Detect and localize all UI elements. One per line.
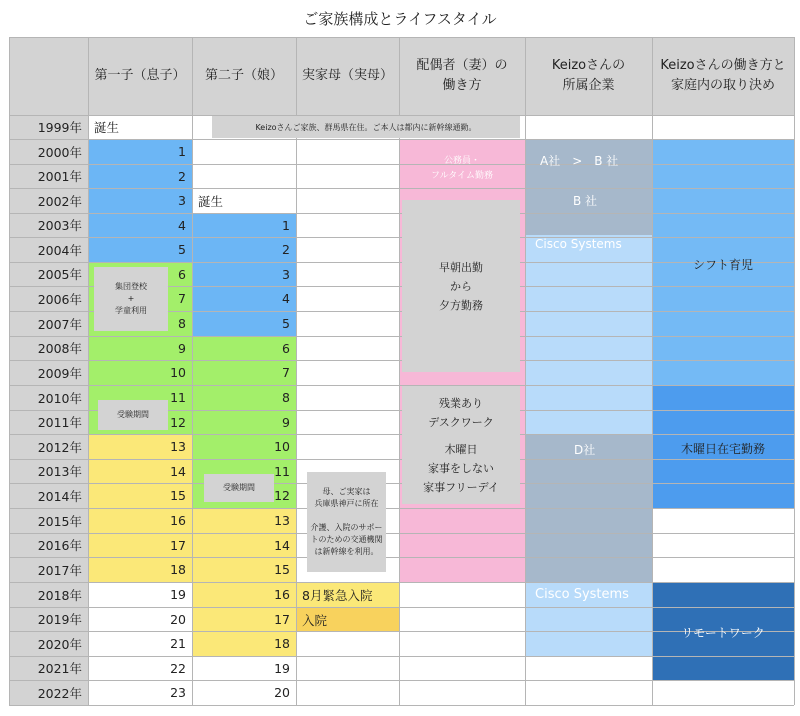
daughter-age-cell: 6 [282, 340, 290, 356]
daughter-birth: 誕生 [198, 193, 224, 209]
spouse-early-shift [402, 200, 520, 372]
grid-vline [794, 37, 795, 705]
grid-vline [652, 37, 653, 705]
spouse-fulltime [399, 150, 525, 188]
header-style [652, 37, 794, 115]
son-age-cell: 9 [178, 340, 186, 356]
year-cell: 2005年 [9, 262, 88, 286]
company-a-to-b: A社 > B 社 [540, 154, 619, 168]
header-spouse-line1: 配偶者（妻）の [416, 58, 508, 73]
header-mother-label: 実家母（実母） [301, 68, 393, 83]
family-note: Keizoさんご家族、群馬県在住。ご本人は都内に新幹線通勤。 [212, 116, 520, 138]
year-cell: 2019年 [9, 607, 88, 631]
daughter-age-cell: 16 [274, 587, 290, 602]
year-cell: 2020年 [9, 631, 88, 656]
grid-vline [525, 37, 526, 705]
company-cisco: Cisco Systems [535, 237, 622, 251]
son-age-cell: 16 [170, 513, 186, 528]
son-age-cell: 10 [170, 365, 186, 380]
spouse-thursday-line1: 木曜日 [444, 442, 478, 456]
daughter-exam-note: 受験期間 [204, 474, 274, 502]
year-cell: 2012年 [9, 434, 88, 459]
son-age-cell: 22 [170, 660, 186, 676]
son-age-cell: 19 [170, 587, 186, 602]
grid-hline [9, 705, 794, 706]
header-style-line2: 家庭内の取り決め [670, 78, 775, 93]
daughter-age-cell: 19 [274, 660, 290, 676]
spouse-early-line2: から [450, 279, 472, 293]
company-d: D社 [574, 443, 596, 457]
son-age-cell: 2 [178, 168, 186, 184]
daughter-age-cell: 9 [282, 414, 290, 430]
daughter-age-cell: 15 [274, 562, 290, 577]
year-cell: 2001年 [9, 164, 88, 188]
daughter-age-cell: 17 [274, 611, 290, 627]
son-age-cell: 4 [178, 217, 186, 233]
son-commute-line2: + [127, 294, 135, 303]
year-cell: 2004年 [9, 237, 88, 262]
grid-vline [192, 37, 193, 705]
son-age-cell: 5 [178, 242, 186, 257]
daughter-age-cell: 4 [282, 291, 290, 306]
grid-hline [9, 139, 794, 140]
grid-hline [9, 533, 794, 534]
mother-note-line3: 介護、入院のサポー [310, 523, 383, 532]
year-cell: 2021年 [9, 656, 88, 680]
son-age-cell: 8 [178, 316, 186, 331]
grid-hline [9, 607, 794, 608]
header-daughter [192, 37, 296, 115]
daughter-age-cell: 11 [274, 463, 290, 479]
year-cell: 2003年 [9, 213, 88, 237]
son-commute-line1: 集団登校 [115, 282, 147, 291]
son-birth: 誕生 [94, 120, 120, 135]
son-age-cell: 14 [170, 463, 186, 479]
header-mother [296, 37, 399, 115]
daughter-age-cell: 20 [274, 685, 290, 700]
header-daughter-label: 第二子（娘） [204, 68, 283, 83]
grid-vline [88, 37, 89, 705]
son-age-cell: 7 [178, 291, 186, 306]
header-son [88, 37, 192, 115]
daughter-age-cell: 12 [274, 488, 290, 503]
daughter-age-cell: 10 [274, 439, 290, 454]
company-fill-cisco [525, 235, 652, 435]
grid-hline [9, 656, 794, 657]
header-spouse [399, 37, 525, 115]
mother-note-line5: は新幹線を利用。 [314, 547, 379, 556]
son-age-cell: 20 [170, 611, 186, 627]
son-age-cell: 21 [170, 636, 186, 651]
grid-hline [9, 582, 794, 583]
son-age-cell: 1 [178, 144, 186, 159]
daughter-age-cell: 18 [274, 636, 290, 651]
son-age-cell: 23 [170, 685, 186, 700]
year-cell: 2022年 [9, 680, 88, 705]
daughter-age-cell: 13 [274, 513, 290, 528]
grid-hline [9, 557, 794, 558]
daughter-age-cell: 3 [282, 266, 290, 282]
mother-note-line2: 兵庫県神戸に所在 [314, 499, 379, 508]
mother-care-note [307, 472, 386, 572]
year-cell: 2007年 [9, 311, 88, 336]
spouse-thursday-line3: 家事フリーデイ [423, 480, 499, 494]
year-cell: 2006年 [9, 286, 88, 311]
mother-emergency: 8月緊急入院 [302, 587, 373, 603]
mother-note-line1: 母、ご実家は [322, 487, 371, 496]
header-spouse-line2: 働き方 [442, 78, 482, 93]
grid-vline [9, 37, 10, 705]
daughter-age-cell: 2 [282, 242, 290, 257]
son-age-cell: 17 [170, 537, 186, 553]
year-cell: 2010年 [9, 385, 88, 410]
header-son-label: 第一子（息子） [94, 68, 186, 83]
header-year [9, 37, 88, 115]
son-age-cell: 11 [170, 390, 186, 405]
son-age-cell: 18 [170, 562, 186, 577]
company-cisco-2: Cisco Systems [535, 587, 629, 602]
son-commute-note [94, 267, 168, 331]
spouse-desk-line1: 残業あり [439, 396, 483, 410]
spouse-early-line3: 夕方勤務 [439, 298, 483, 312]
header-company-line2: 所属企業 [562, 78, 615, 93]
style-remote: リモートワーク [681, 625, 765, 640]
year-cell: 2015年 [9, 508, 88, 533]
year-cell: 1999年 [9, 115, 88, 139]
grid-hline [9, 680, 794, 681]
son-age-cell: 6 [178, 266, 186, 282]
style-shift: シフト育児 [692, 257, 753, 272]
year-cell: 2011年 [9, 410, 88, 434]
year-cell: 2008年 [9, 336, 88, 360]
son-age-cell: 12 [170, 414, 186, 430]
son-exam-note: 受験期間 [98, 400, 168, 430]
company-b: B 社 [573, 194, 598, 208]
spouse-thursday-line2: 家事をしない [428, 461, 494, 475]
year-cell: 2000年 [9, 139, 88, 164]
style-thursday: 木曜日在宅勤務 [680, 441, 765, 456]
grid-hline [9, 37, 794, 38]
header-style-line1: Keizoさんの働き方と [660, 58, 786, 73]
son-age-cell: 13 [170, 439, 186, 454]
son-age-cell: 15 [170, 488, 186, 503]
spouse-desk-work [402, 386, 520, 504]
page-title: ご家族構成とライフスタイル [303, 10, 497, 28]
header-company-line1: Keizoさんの [551, 58, 626, 73]
year-cell: 2013年 [9, 459, 88, 483]
year-cell: 2016年 [9, 533, 88, 557]
year-cell: 2002年 [9, 188, 88, 213]
spouse-desk-line2: デスクワーク [428, 415, 494, 429]
son-age-cell: 3 [178, 193, 186, 208]
daughter-age-cell: 14 [274, 537, 290, 553]
spouse-fulltime-line2: フルタイム勤務 [430, 171, 494, 181]
grid-hline [9, 188, 794, 189]
daughter-age-cell: 1 [282, 217, 290, 233]
year-cell: 2014年 [9, 483, 88, 508]
son-commute-line3: 学童利用 [115, 306, 147, 315]
daughter-age-cell: 7 [282, 365, 290, 380]
year-cell: 2009年 [9, 360, 88, 385]
daughter-age-cell: 8 [282, 390, 290, 405]
year-cell: 2017年 [9, 557, 88, 582]
spouse-fulltime-line1: 公務員・ [443, 156, 480, 166]
mother-hospital: 入院 [302, 612, 328, 628]
daughter-age-cell: 5 [282, 316, 290, 331]
grid-hline [9, 508, 794, 509]
mother-note-line4: トのための交通機関 [310, 535, 383, 544]
header-company [525, 37, 652, 115]
year-cell: 2018年 [9, 582, 88, 607]
spouse-early-line1: 早朝出勤 [439, 260, 483, 274]
